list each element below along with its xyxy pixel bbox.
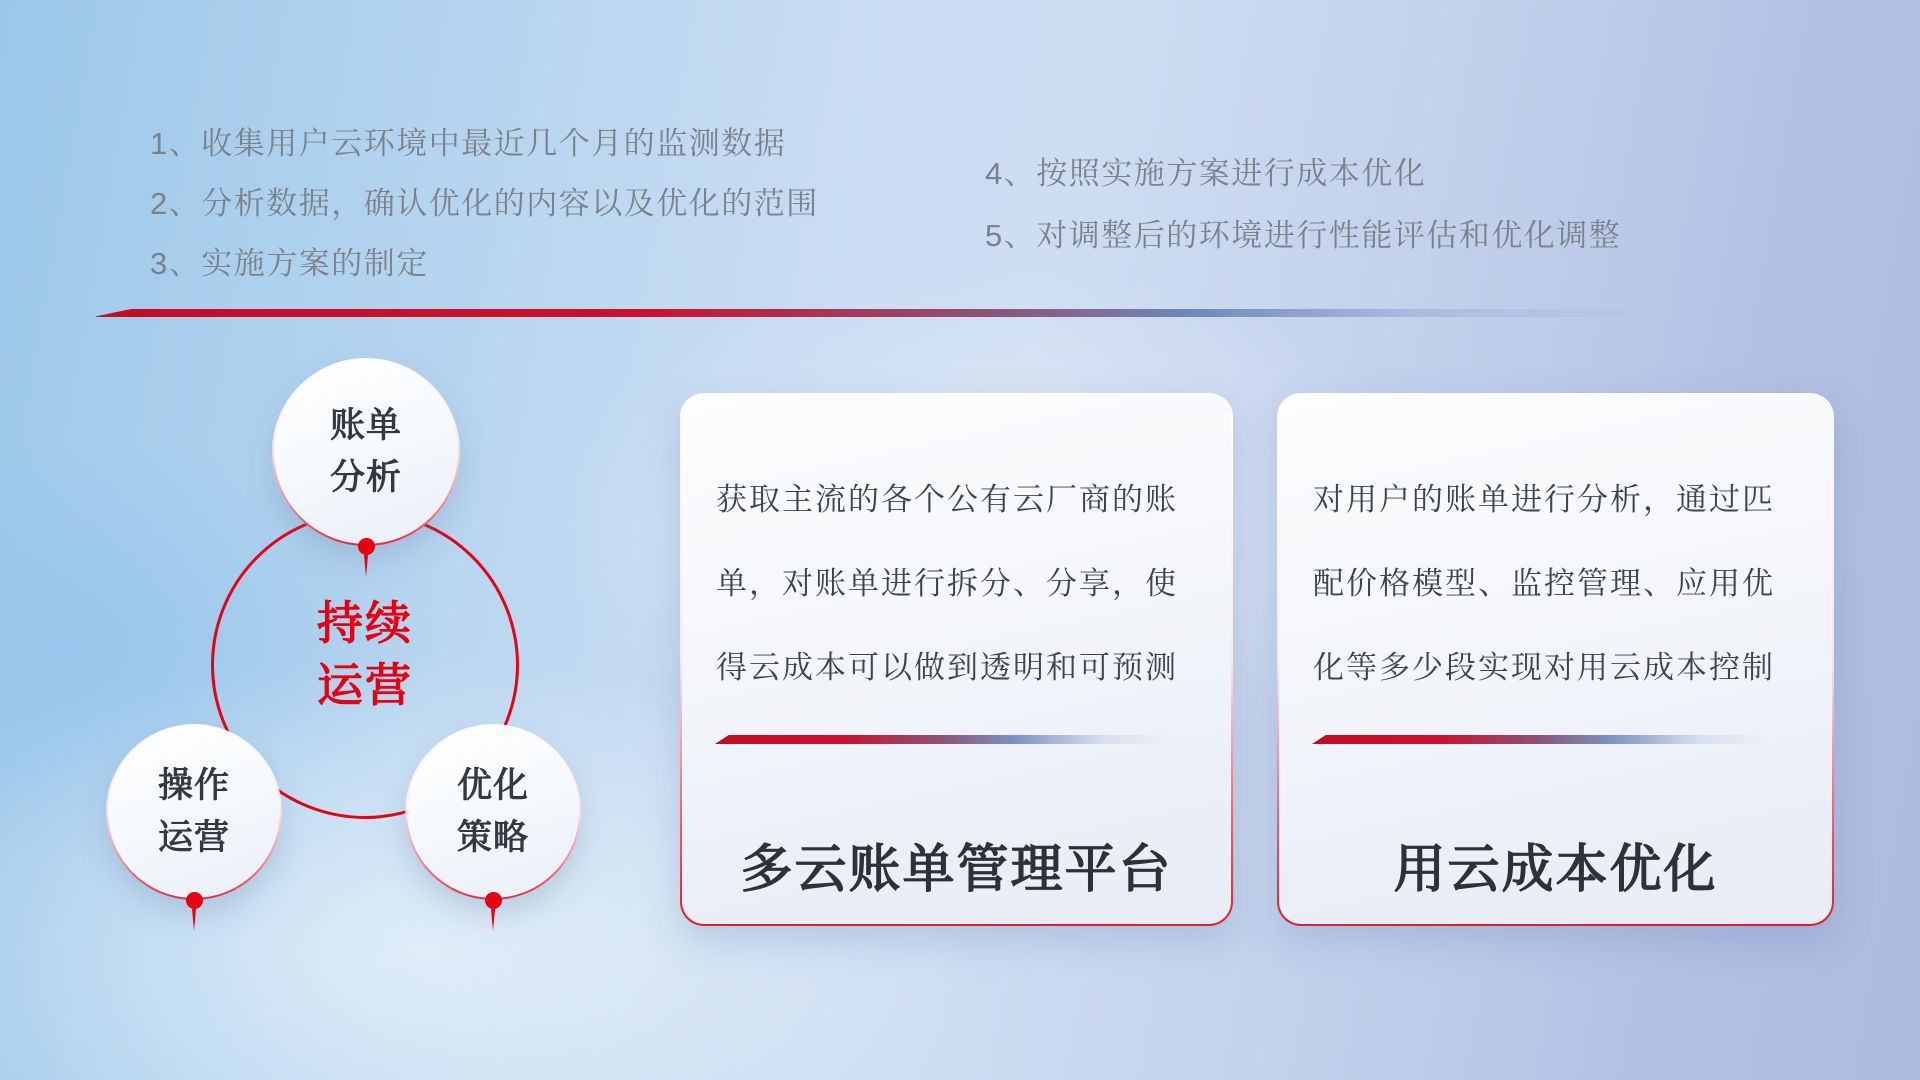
cycle-node-bill-analysis-circle xyxy=(274,360,458,544)
card-body-line: 获取主流的各个公有云厂商的账 xyxy=(716,482,1178,517)
card-surface xyxy=(682,395,1231,924)
cycle-node-bill-analysis xyxy=(272,358,460,546)
card-body-line: 对用户的账单进行分析，通过匹 xyxy=(1313,482,1775,517)
node-label-line2: 策略 xyxy=(456,818,529,857)
node-label-line1: 账单 xyxy=(329,406,402,445)
process-steps-left xyxy=(150,114,819,294)
step-item-2: 2、分析数据，确认优化的内容以及优化的范围 xyxy=(150,186,819,221)
step-item-1: 1、收集用户云环境中最近几个月的监测数据 xyxy=(150,126,787,161)
card-body-text xyxy=(716,458,1215,710)
node-anchor-dot xyxy=(485,892,502,909)
node-anchor-dot xyxy=(186,892,203,909)
cycle-node-optimization-strategy xyxy=(405,724,581,900)
card-body-text xyxy=(1313,458,1816,710)
cycle-center-line1: 持续 xyxy=(317,597,413,649)
card-title: 多云账单管理平台 xyxy=(740,841,1173,899)
cycle-node-optimization-strategy-circle xyxy=(407,726,579,898)
node-label-line1: 操作 xyxy=(157,766,230,805)
card-surface xyxy=(1279,395,1832,924)
card-body-line: 化等多少段实现对用云成本控制 xyxy=(1313,650,1775,685)
card-divider-line xyxy=(1312,735,1769,744)
node-anchor-pointer xyxy=(491,909,495,931)
step-item-5: 5、对调整后的环境进行性能评估和优化调整 xyxy=(985,218,1622,253)
card-multicloud-bill-platform xyxy=(680,393,1233,926)
node-label-line2: 运营 xyxy=(157,818,230,857)
node-anchor-pointer xyxy=(192,909,196,931)
card-divider-line xyxy=(715,735,1172,744)
section-divider-line xyxy=(93,309,1830,317)
card-body-line: 得云成本可以做到透明和可预测 xyxy=(716,650,1178,685)
step-item-4: 4、按照实施方案进行成本优化 xyxy=(985,156,1427,191)
cycle-node-operation-circle xyxy=(108,726,280,898)
cycle-center-line2: 运营 xyxy=(317,659,413,711)
node-label-line2: 分析 xyxy=(329,458,402,497)
card-cloud-cost-optimization xyxy=(1277,393,1834,926)
step-item-3: 3、实施方案的制定 xyxy=(150,246,429,281)
process-steps-right xyxy=(985,143,1621,267)
card-body-line: 配价格模型、监控管理、应用优 xyxy=(1313,566,1775,601)
card-body-line: 单，对账单进行拆分、分享，使 xyxy=(716,566,1178,601)
cycle-center-label xyxy=(205,592,525,716)
node-anchor-dot xyxy=(358,538,375,555)
cycle-node-operation xyxy=(106,724,282,900)
card-title: 用云成本优化 xyxy=(1393,841,1718,899)
node-label-line1: 优化 xyxy=(456,766,529,805)
